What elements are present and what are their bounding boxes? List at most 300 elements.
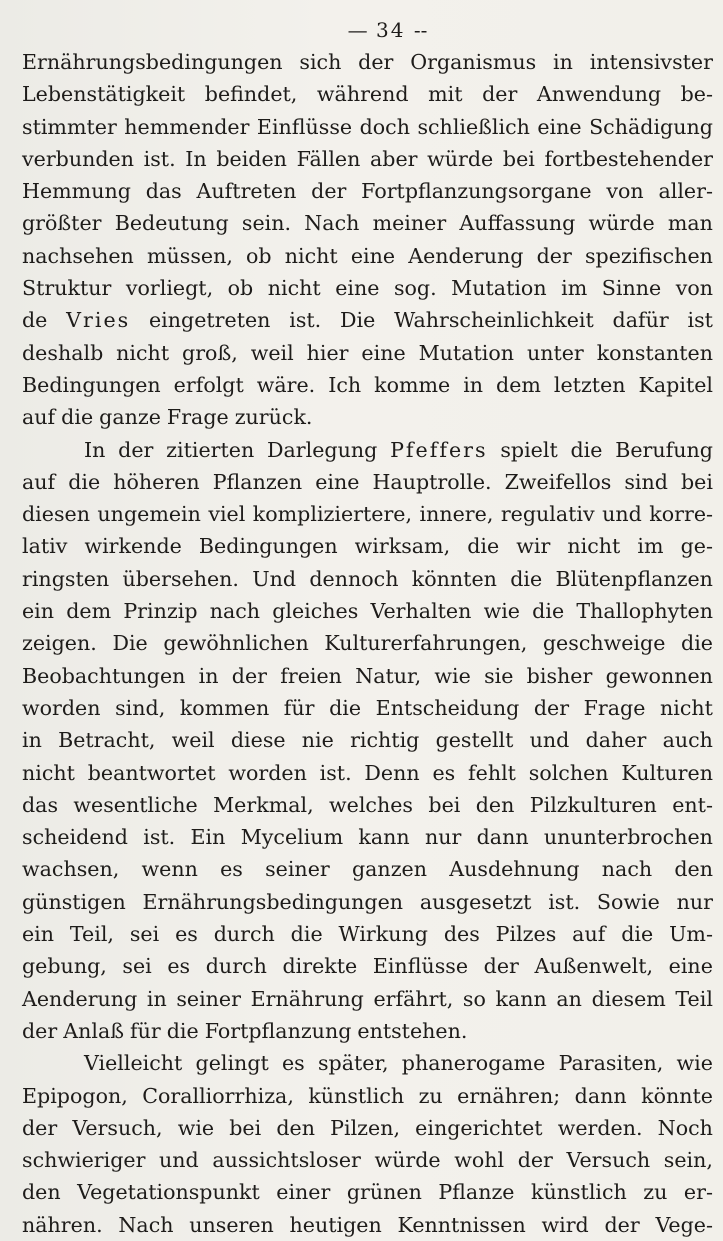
word: das — [22, 792, 59, 817]
word: es — [175, 922, 198, 947]
body-text — [22, 46, 713, 1241]
word: Ein — [190, 825, 226, 850]
word: nach — [601, 857, 653, 882]
word: groß, — [182, 340, 238, 365]
word: Nach — [118, 1212, 174, 1237]
text-line — [22, 821, 713, 853]
word: den — [276, 1115, 315, 1140]
word: Wirkung — [338, 922, 428, 947]
text-line — [22, 143, 713, 175]
word: der — [536, 243, 572, 268]
word: Teil, — [69, 922, 114, 947]
word: sich — [299, 50, 342, 74]
word: be- — [680, 82, 713, 107]
word: befindet, — [204, 82, 298, 107]
text-line — [22, 724, 713, 756]
word: nachsehen — [22, 243, 134, 268]
word: Frage — [166, 405, 229, 430]
word: übersehen. — [122, 566, 239, 591]
word: nicht — [567, 534, 621, 559]
word: Einflüsse — [372, 954, 469, 979]
word: eine — [350, 243, 396, 268]
word: schließlich — [417, 114, 530, 139]
word: sei — [129, 922, 160, 947]
text-line — [22, 1112, 713, 1144]
word: so — [462, 986, 486, 1011]
word: heutigen — [289, 1212, 382, 1237]
word: der — [483, 954, 519, 979]
text-line — [22, 692, 713, 724]
text-line — [22, 401, 713, 433]
paragraph — [22, 434, 713, 1048]
word: kompliziertere, — [252, 502, 413, 527]
word: Vielleicht — [84, 1051, 183, 1076]
word: spielt — [500, 437, 558, 462]
text-line — [22, 595, 713, 627]
word: In — [84, 437, 106, 462]
word: diesen — [22, 502, 90, 527]
word: Auftreten — [196, 179, 297, 204]
word: kann — [495, 986, 547, 1011]
paragraph — [22, 46, 713, 434]
word: innere, — [419, 502, 494, 527]
word: Mutation — [451, 276, 547, 301]
word: und — [529, 728, 570, 753]
word: ein — [22, 922, 55, 947]
word: könnten — [411, 566, 497, 591]
word: Thallophyten — [576, 599, 713, 624]
word: Hemmung — [22, 179, 131, 204]
word: Bedingungen — [22, 372, 161, 397]
word: die — [681, 631, 713, 656]
word: wäre. — [256, 372, 316, 397]
word: Zweifellos — [504, 469, 612, 494]
word: nicht — [267, 276, 321, 301]
word: sie — [484, 663, 514, 688]
word: es — [167, 954, 191, 979]
word: dafür — [612, 308, 669, 333]
word: Kulturerfahrungen, — [324, 631, 528, 656]
word: Außenwelt, — [534, 954, 654, 979]
word: dem — [66, 599, 112, 624]
word: unter — [526, 340, 584, 365]
word: die — [61, 405, 94, 430]
word: sein. — [241, 211, 292, 236]
word: es — [220, 857, 243, 882]
word: dennoch — [309, 566, 399, 591]
word: der — [517, 1148, 553, 1173]
word: Pilzes — [495, 922, 557, 947]
word: Epipogon, — [22, 1083, 128, 1108]
text-line — [22, 304, 713, 336]
word: ist. — [143, 146, 176, 171]
word: Natur, — [355, 663, 422, 688]
word: zu — [418, 1083, 443, 1108]
text-line — [22, 369, 713, 401]
word: Um- — [669, 922, 713, 947]
word: Darlegung — [266, 437, 378, 462]
word: Ausdehnung — [449, 857, 580, 882]
word: worden — [228, 760, 307, 785]
word: eine — [537, 114, 582, 139]
word: Pfeffers — [390, 437, 488, 462]
word: Ernährungsbedingungen — [142, 889, 404, 914]
word: wohl — [454, 1148, 505, 1173]
word: phanerogame — [401, 1051, 546, 1076]
word: Versuch, — [72, 1115, 163, 1140]
word: ernähren; — [457, 1083, 561, 1108]
word: in — [553, 50, 573, 74]
word: de — [22, 308, 48, 333]
word: würde — [427, 146, 494, 171]
word: korre- — [649, 502, 713, 527]
word: daher — [585, 728, 647, 753]
word: Pflanzen — [212, 469, 303, 494]
word: Wahrscheinlichkeit — [394, 308, 594, 333]
word: ent- — [672, 792, 713, 817]
word: Parasiten, — [558, 1051, 664, 1076]
page-header — [62, 16, 713, 46]
text-line — [22, 1015, 713, 1047]
word: grünen — [346, 1180, 422, 1205]
word: Ich — [328, 372, 362, 397]
word: in — [198, 663, 219, 688]
word: die — [510, 566, 543, 591]
word: dann — [574, 1083, 627, 1108]
word: welches — [329, 792, 413, 817]
word: durch — [213, 922, 275, 947]
word: geschweige — [542, 631, 666, 656]
word: der — [22, 1115, 58, 1140]
word: höheren — [113, 469, 200, 494]
word: eine — [335, 276, 380, 301]
word: den — [674, 857, 713, 882]
word: der — [311, 179, 347, 204]
word: günstigen — [22, 889, 126, 914]
word: Versuch — [566, 1148, 651, 1173]
word: künstlich — [308, 1083, 405, 1108]
text-line — [22, 918, 713, 950]
word: der — [482, 82, 518, 107]
word: im — [561, 276, 588, 301]
word: es — [432, 760, 456, 785]
word: Anwendung — [536, 82, 662, 107]
word: dann — [476, 825, 529, 850]
text-line — [22, 78, 713, 110]
word: Ernährung — [250, 986, 364, 1011]
word: bei — [229, 1115, 262, 1140]
text-line — [22, 111, 713, 143]
text-line — [22, 1047, 713, 1079]
word: In — [185, 146, 207, 171]
word: während — [316, 82, 409, 107]
word: deshalb — [22, 340, 104, 365]
word: werden. — [557, 1115, 643, 1140]
word: sind — [624, 469, 668, 494]
word: Verhalten — [370, 599, 472, 624]
word: durch — [205, 954, 267, 979]
word: Sowie — [596, 889, 660, 914]
word: Pilzkulturen — [529, 792, 657, 817]
word: für — [129, 1018, 161, 1043]
word: sei — [122, 954, 152, 979]
word: ist. — [548, 889, 581, 914]
word: aller- — [658, 179, 713, 204]
text-line — [22, 530, 713, 562]
word: auch — [662, 728, 713, 753]
word: richtig — [350, 728, 420, 753]
word: würde — [588, 211, 655, 236]
word: Berufung — [615, 437, 713, 462]
word: die — [621, 922, 654, 947]
header-dash-left: — — [347, 18, 368, 42]
word: zeigen. — [22, 631, 97, 656]
word: Entscheidung — [375, 695, 520, 720]
word: nicht — [22, 760, 75, 785]
word: man — [667, 211, 713, 236]
paragraph — [22, 1047, 713, 1241]
word: konstanten — [596, 340, 713, 365]
word: Vegetationspunkt — [77, 1180, 260, 1205]
word: erfährt, — [373, 986, 454, 1011]
word: bisher — [526, 663, 593, 688]
word: zitierten — [166, 437, 255, 462]
word: Pilzen, — [330, 1115, 401, 1140]
word: Fortpflanzung — [204, 1018, 352, 1043]
word: stimmter — [22, 114, 117, 139]
word: komme — [374, 372, 451, 397]
word: eine — [361, 340, 406, 365]
word: fehlt — [468, 760, 516, 785]
text-line — [22, 434, 713, 466]
word: hemmender — [124, 114, 250, 139]
word: Noch — [657, 1115, 713, 1140]
word: zu — [643, 1180, 668, 1205]
text-line — [22, 1144, 713, 1176]
word: ist. — [289, 308, 322, 333]
word: Mutation — [418, 340, 515, 365]
word: ganze — [99, 405, 161, 430]
word: seiner — [265, 857, 330, 882]
word: auf — [22, 469, 56, 494]
word: Anlaß — [63, 1018, 124, 1043]
word: nicht — [660, 695, 713, 720]
word: doch — [359, 114, 410, 139]
word: Schädigung — [589, 114, 713, 139]
word: bei — [502, 146, 535, 171]
word: Kapitel — [638, 372, 713, 397]
word: nicht — [116, 340, 170, 365]
word: wesentliche — [73, 792, 198, 817]
word: ringsten — [22, 566, 110, 591]
word: lativ — [22, 534, 68, 559]
text-line — [22, 563, 713, 595]
word: das — [145, 179, 182, 204]
word: die — [532, 599, 565, 624]
word: von — [606, 179, 644, 204]
text-line — [22, 272, 713, 304]
text-line — [22, 337, 713, 369]
word: letzten — [553, 372, 626, 397]
word: worden — [22, 695, 101, 720]
text-line — [22, 627, 713, 659]
word: Die — [112, 631, 148, 656]
word: viel — [208, 502, 246, 527]
word: Hauptrolle. — [372, 469, 492, 494]
word: Einflüsse — [256, 114, 353, 139]
word: nur — [676, 889, 713, 914]
word: die — [329, 695, 362, 720]
text-line — [22, 1080, 713, 1112]
word: der — [604, 1212, 640, 1237]
word: künstlich — [530, 1180, 627, 1205]
word: der — [118, 437, 154, 462]
word: scheidend — [22, 825, 128, 850]
word: könnte — [641, 1083, 713, 1108]
word: spezifischen — [584, 243, 713, 268]
word: ob — [227, 276, 254, 301]
word: meiner — [372, 211, 447, 236]
word: für — [283, 695, 315, 720]
word: die — [68, 469, 101, 494]
word: Mycelium — [240, 825, 344, 850]
word: Prinzip — [123, 599, 198, 624]
word: Organismus — [410, 50, 537, 74]
word: einer — [276, 1180, 331, 1205]
word: wir — [516, 534, 551, 559]
word: nicht — [284, 243, 338, 268]
word: nähren. — [22, 1212, 103, 1237]
word: sind, — [115, 695, 166, 720]
word: müssen, — [146, 243, 233, 268]
word: Die — [340, 308, 376, 333]
word: die — [166, 1018, 199, 1043]
text-line — [22, 983, 713, 1015]
word: Und — [252, 566, 297, 591]
word: es — [281, 1051, 305, 1076]
word: wenn — [141, 857, 198, 882]
word: intensivster — [589, 50, 713, 74]
word: in — [22, 728, 42, 753]
word: Fällen — [296, 146, 361, 171]
word: der — [22, 1018, 58, 1043]
word: Beobachtungen — [22, 663, 186, 688]
word: später, — [317, 1051, 389, 1076]
word: gleiches — [272, 599, 359, 624]
word: aber — [370, 146, 418, 171]
word: eingetreten — [149, 308, 271, 333]
word: die — [570, 437, 603, 462]
word: beiden — [216, 146, 287, 171]
word: kommen — [179, 695, 270, 720]
word: würde — [374, 1148, 441, 1173]
word: wirkende — [84, 534, 182, 559]
word: die — [467, 534, 500, 559]
word: Frage — [583, 695, 646, 720]
word: eingerichtet — [415, 1115, 543, 1140]
word: kann — [358, 825, 410, 850]
word: und — [602, 502, 642, 527]
word: hier — [306, 340, 349, 365]
word: in — [146, 986, 167, 1011]
word: auf — [22, 405, 56, 430]
word: ununterbrochen — [543, 825, 713, 850]
word: wie — [434, 663, 471, 688]
word: entstehen. — [357, 1018, 468, 1043]
word: an — [556, 986, 582, 1011]
word: Teil — [675, 986, 713, 1011]
word: ist. — [319, 760, 352, 785]
word: Kulturen — [621, 760, 713, 785]
text-line — [22, 175, 713, 207]
word: gewonnen — [605, 663, 713, 688]
word: vorliegt, — [125, 276, 214, 301]
word: eine — [668, 954, 713, 979]
word: wie — [483, 599, 520, 624]
word: in — [463, 372, 484, 397]
word: aussichtsloser — [212, 1148, 361, 1173]
word: direkte — [282, 954, 358, 979]
word: die — [290, 922, 323, 947]
word: dem — [496, 372, 541, 397]
word: Fortpflanzungsorgane — [361, 179, 592, 204]
word: gestellt — [435, 728, 514, 753]
word: Merkmal, — [213, 792, 314, 817]
word: Kenntnissen — [397, 1212, 526, 1237]
text-line — [22, 757, 713, 789]
text-line — [22, 853, 713, 885]
word: den — [475, 792, 515, 817]
word: sog. — [393, 276, 437, 301]
word: eine — [315, 469, 360, 494]
word: Auffassung — [459, 211, 576, 236]
word: Coralliorrhiza, — [142, 1083, 294, 1108]
text-line — [22, 207, 713, 239]
word: Aenderung — [22, 986, 138, 1011]
word: ungemein — [97, 502, 201, 527]
text-line — [22, 46, 713, 78]
word: fortbestehender — [544, 146, 713, 171]
word: ge- — [680, 534, 713, 559]
word: ein — [22, 599, 55, 624]
word: ganzen — [351, 857, 427, 882]
word: Bedeutung — [114, 211, 229, 236]
word: Sinne — [601, 276, 662, 301]
word: Vege- — [655, 1212, 713, 1237]
word: nur — [424, 825, 462, 850]
word: diesem — [591, 986, 666, 1011]
page-number: 34 — [376, 18, 406, 42]
text-line — [22, 660, 713, 692]
word: solchen — [528, 760, 609, 785]
word: beantwortet — [87, 760, 216, 785]
text-line — [22, 789, 713, 821]
word: den — [22, 1180, 61, 1205]
word: ob — [246, 243, 272, 268]
word: Nach — [304, 211, 360, 236]
word: nach — [209, 599, 261, 624]
word: Lebenstätigkeit — [22, 82, 186, 107]
word: auf — [572, 922, 606, 947]
word: des — [443, 922, 480, 947]
word: bei — [428, 792, 461, 817]
word: der — [533, 695, 570, 720]
word: schwieriger — [22, 1148, 146, 1173]
text-line — [22, 240, 713, 272]
word: unseren — [189, 1212, 274, 1237]
word: mit — [428, 82, 463, 107]
text-line — [22, 1209, 713, 1241]
